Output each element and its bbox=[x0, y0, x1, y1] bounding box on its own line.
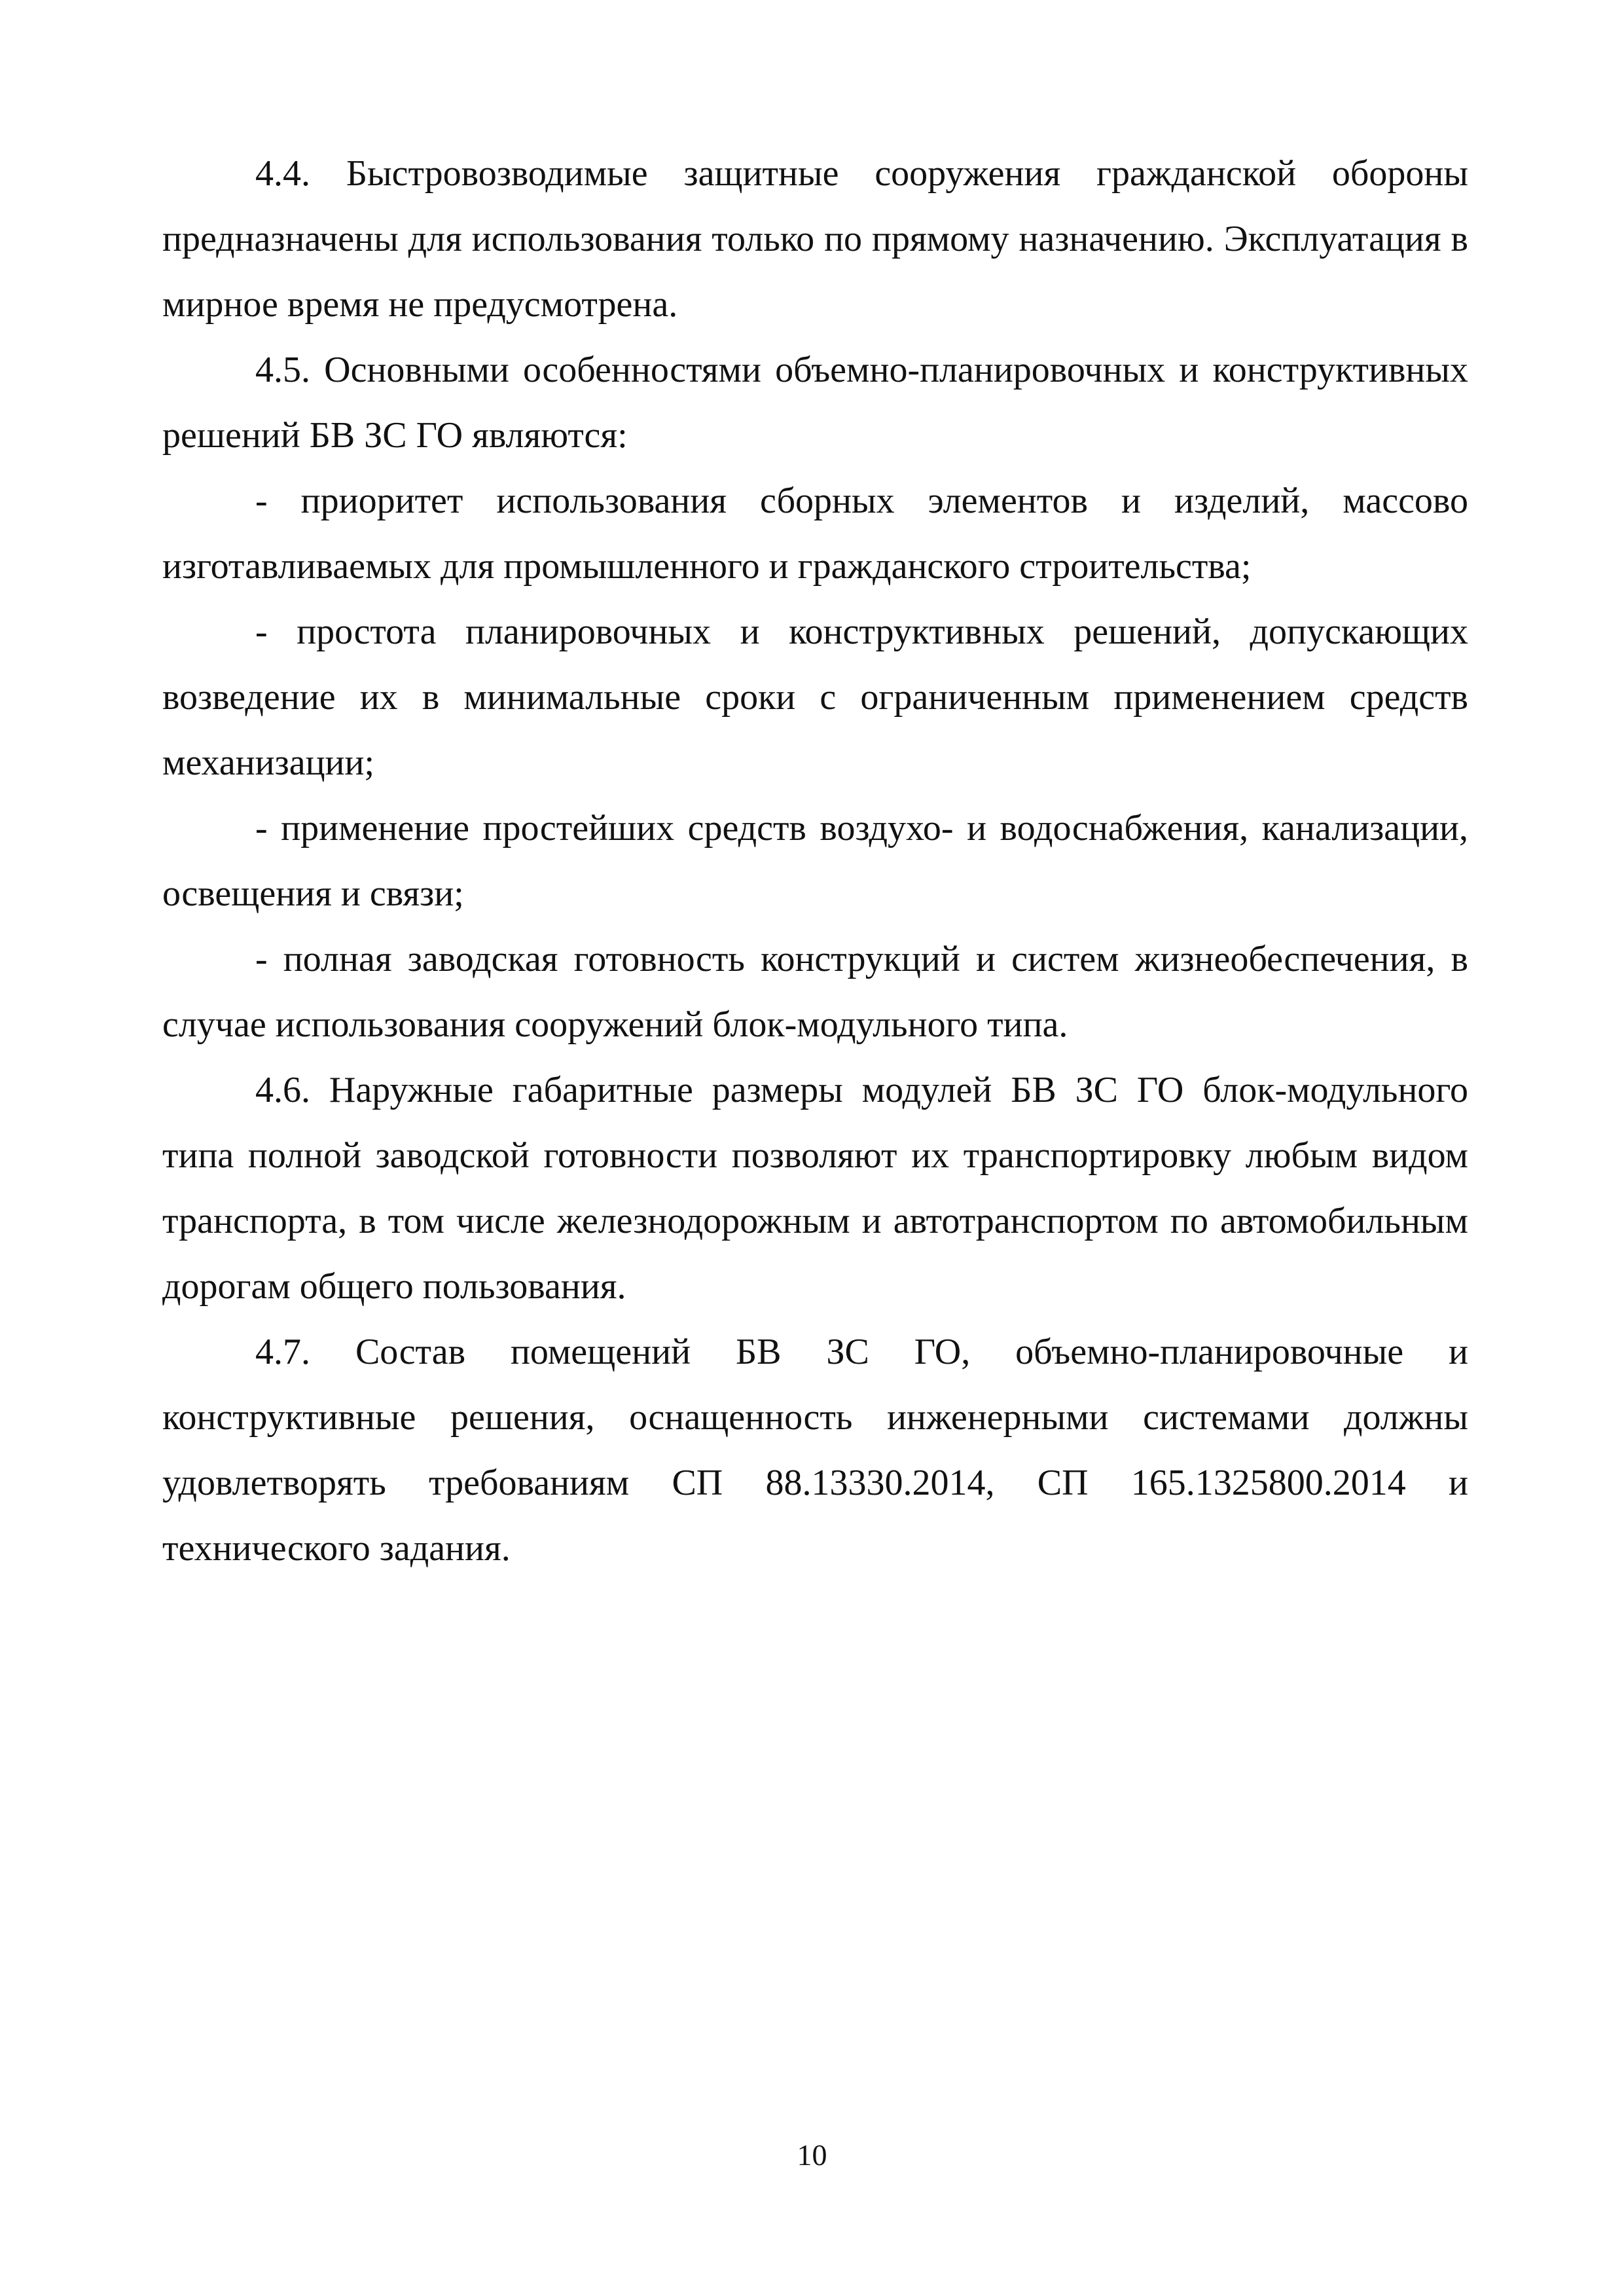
paragraph-4-5: 4.5. Основными особенностями объемно-планировочных и конструктивных решений БВ ЗС ГО являются: bbox=[162, 350, 1468, 456]
list-item-factory-readiness: - полная заводская готовность конструкций и систем жизнеобеспечения, в случае использования сооружений блок-модульного типа. bbox=[162, 939, 1468, 1045]
list-item-simple-design: - простота планировочных и конструктивных решений, допускающих возведение их в минимальные сроки с ограниченным применением средств механизации; bbox=[162, 611, 1468, 783]
body-text bbox=[162, 141, 1468, 1581]
list-item-simple-utilities: - применение простейших средств воздухо- и водоснабжения, канализации, освещения и связи; bbox=[162, 808, 1468, 914]
paragraph-4-4: 4.4. Быстровозводимые защитные сооружения гражданской обороны предназначены для использования только по прямому назначению. Эксплуатация в мирное время не предусмотрена. bbox=[162, 153, 1468, 325]
paragraph-4-6: 4.6. Наружные габаритные размеры модулей БВ ЗС ГО блок-модульного типа полной заводской готовности позволяют их транспортировку любым видом транспорта, в том числе железнодорожным и автотранспортом по автомобильным дорогам общего пользования. bbox=[162, 1070, 1468, 1307]
list-item-prefab-priority: - приоритет использования сборных элементов и изделий, массово изготавливаемых для промышленного и гражданского строительства; bbox=[162, 481, 1468, 587]
page-number: 10 bbox=[797, 2138, 827, 2172]
paragraph-4-7: 4.7. Состав помещений БВ ЗС ГО, объемно-планировочные и конструктивные решения, оснащенность инженерными системами должны удовлетворять требованиям СП 88.13330.2014, СП 165.1325800.2014 и технического задания. bbox=[162, 1332, 1468, 1569]
